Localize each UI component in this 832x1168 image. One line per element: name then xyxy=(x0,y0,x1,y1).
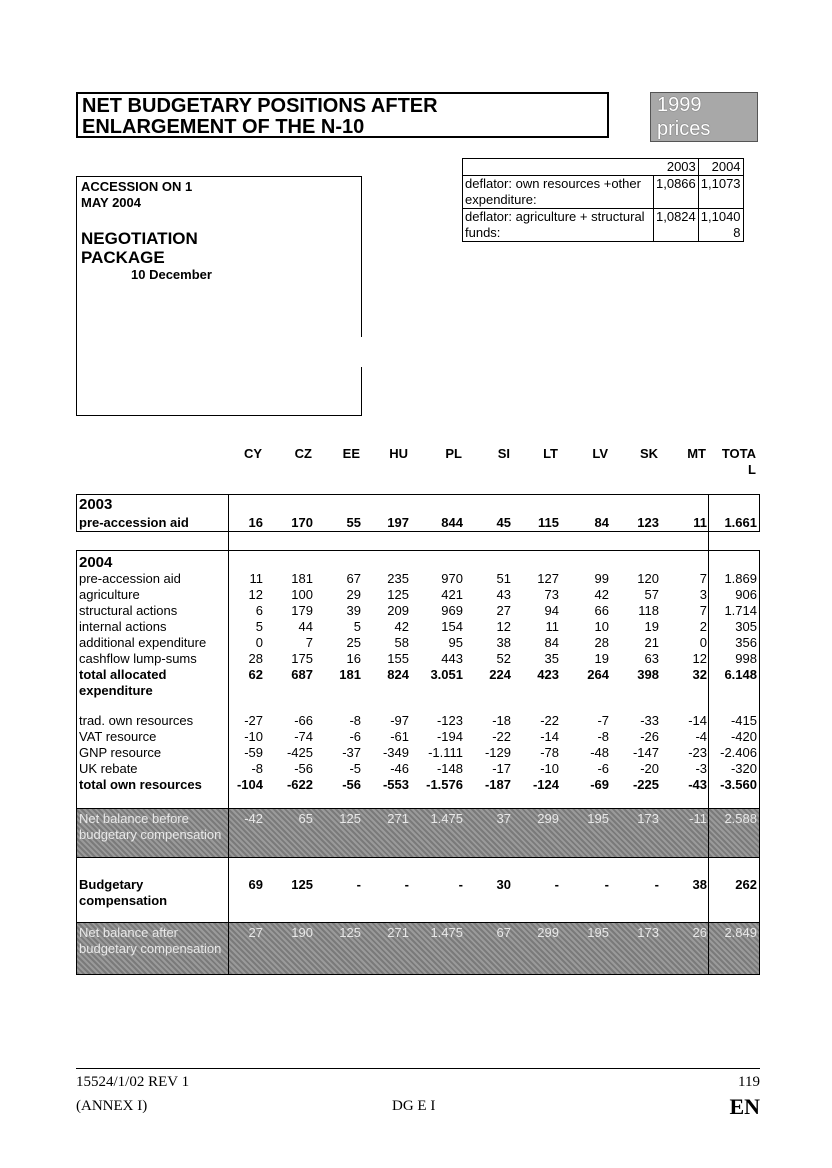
table-row xyxy=(77,713,761,729)
table-cell: -33 xyxy=(640,713,659,728)
table-cell: - xyxy=(604,877,609,892)
table-row xyxy=(77,683,761,699)
table-cell: 120 xyxy=(637,571,659,586)
table-cell: 73 xyxy=(544,587,559,602)
table-cell: -1.576 xyxy=(426,777,463,792)
table-cell: -78 xyxy=(540,745,559,760)
table-cell: 62 xyxy=(248,667,263,682)
accession-line-1: ACCESSION ON 1 xyxy=(81,179,193,194)
table-cell: -69 xyxy=(590,777,609,792)
table-cell: -6 xyxy=(349,729,361,744)
table-cell: 155 xyxy=(387,651,409,666)
table-cell: 1.475 xyxy=(430,811,463,826)
table-cell: -6 xyxy=(597,761,609,776)
table-cell: 356 xyxy=(735,635,757,650)
table-cell: -17 xyxy=(492,761,511,776)
block-2004 xyxy=(76,550,760,975)
net-balance-after-row xyxy=(76,922,760,975)
table-row xyxy=(77,515,761,531)
table-cell: 170 xyxy=(291,515,313,530)
table-cell: 38 xyxy=(692,877,707,892)
row-label: pre-accession aid xyxy=(79,571,181,586)
table-cell: 65 xyxy=(298,811,313,826)
table-cell: -56 xyxy=(342,777,361,792)
table-row xyxy=(77,587,761,603)
table-cell: -18 xyxy=(492,713,511,728)
table-cell: -74 xyxy=(294,729,313,744)
deflator-year-2: 2004 xyxy=(698,159,743,176)
table-cell: -3.560 xyxy=(720,777,757,792)
table-cell: 19 xyxy=(644,619,659,634)
table-cell: 16 xyxy=(248,515,263,530)
table-cell: 84 xyxy=(544,635,559,650)
table-cell: -124 xyxy=(532,777,559,792)
table-cell: 687 xyxy=(291,667,313,682)
table-cell: 25 xyxy=(346,635,361,650)
table-cell: 2.849 xyxy=(724,925,757,940)
date-line: 10 December xyxy=(131,267,212,282)
column-header: LV xyxy=(592,446,608,461)
row-label: structural actions xyxy=(79,603,178,618)
table-row xyxy=(77,603,761,619)
table-cell: 10 xyxy=(594,619,609,634)
table-cell: 264 xyxy=(587,667,609,682)
table-cell: 3.051 xyxy=(430,667,463,682)
footer-language: EN xyxy=(729,1094,760,1119)
table-cell: 1.714 xyxy=(724,603,757,618)
row-label: Budgetary xyxy=(79,877,144,892)
table-cell: 55 xyxy=(346,515,361,530)
table-cell: 94 xyxy=(544,603,559,618)
table-cell: -320 xyxy=(730,761,757,776)
table-cell: 32 xyxy=(692,667,707,682)
table-cell: 42 xyxy=(594,587,609,602)
table-cell: 11 xyxy=(693,515,707,530)
table-cell: 11 xyxy=(545,619,559,634)
separator-left xyxy=(228,494,229,975)
table-cell: -97 xyxy=(390,713,409,728)
table-cell: -26 xyxy=(640,729,659,744)
table-cell: -123 xyxy=(436,713,463,728)
year-2003-label: 2003 xyxy=(79,496,113,513)
table-cell: -187 xyxy=(484,777,511,792)
table-cell: -8 xyxy=(349,713,361,728)
table-cell: -8 xyxy=(597,729,609,744)
column-header: TOTA L xyxy=(721,446,756,477)
table-cell: -5 xyxy=(349,761,361,776)
table-cell: -148 xyxy=(436,761,463,776)
row-label: total allocated xyxy=(79,667,167,682)
table-cell: -23 xyxy=(688,745,707,760)
table-cell: 125 xyxy=(339,925,361,940)
table-cell: -104 xyxy=(236,777,263,792)
table-cell: -129 xyxy=(484,745,511,760)
table-cell: 42 xyxy=(394,619,409,634)
block-2003 xyxy=(76,494,760,532)
table-row xyxy=(77,619,761,635)
table-cell: 969 xyxy=(441,603,463,618)
table-cell: -11 xyxy=(689,811,707,826)
table-cell: 398 xyxy=(637,667,659,682)
package-line: PACKAGE xyxy=(81,248,165,267)
table-cell: -10 xyxy=(244,729,263,744)
column-header: EE xyxy=(342,446,360,461)
table-cell: 67 xyxy=(496,925,511,940)
table-cell: 0 xyxy=(255,635,263,650)
table-cell: 181 xyxy=(339,667,361,682)
table-cell: -425 xyxy=(286,745,313,760)
table-row xyxy=(77,893,761,909)
column-header: HU xyxy=(389,446,408,461)
table-cell: 154 xyxy=(441,619,463,634)
table-cell: 26 xyxy=(692,925,707,940)
table-cell: 115 xyxy=(538,515,559,530)
column-header: LT xyxy=(543,446,558,461)
table-cell: - xyxy=(554,877,559,892)
table-cell: 57 xyxy=(644,587,659,602)
table-cell: -553 xyxy=(382,777,409,792)
table-cell: 30 xyxy=(496,877,511,892)
table-cell: 28 xyxy=(248,651,263,666)
table-cell: 195 xyxy=(587,925,609,940)
table-cell: -1.111 xyxy=(428,745,463,760)
table-cell: 84 xyxy=(594,515,609,530)
table-cell: 2.588 xyxy=(724,811,757,826)
net-balance-before-row xyxy=(76,808,760,858)
table-cell: 443 xyxy=(441,651,463,666)
table-cell: 43 xyxy=(496,587,511,602)
footer-page-number: 119 xyxy=(738,1074,760,1090)
table-row xyxy=(77,667,761,683)
table-cell: -56 xyxy=(294,761,313,776)
table-cell: 7 xyxy=(305,635,313,650)
table-row xyxy=(77,761,761,777)
table-cell: -59 xyxy=(244,745,263,760)
row-label: cashflow lump-sums xyxy=(79,651,197,666)
table-cell: 181 xyxy=(291,571,313,586)
table-cell: -22 xyxy=(492,729,511,744)
table-cell: 66 xyxy=(594,603,609,618)
table-cell: 3 xyxy=(699,587,707,602)
table-cell: 1.869 xyxy=(724,571,757,586)
table-cell: -194 xyxy=(436,729,463,744)
table-cell: 7 xyxy=(699,603,707,618)
table-cell: 7 xyxy=(699,571,707,586)
row-label: expenditure xyxy=(79,683,153,698)
table-cell: -42 xyxy=(244,811,263,826)
table-row xyxy=(77,571,761,587)
table-cell: - xyxy=(458,877,463,892)
table-cell: 998 xyxy=(735,651,757,666)
table-cell: -8 xyxy=(251,761,263,776)
prices-badge xyxy=(650,92,758,142)
table-cell: 125 xyxy=(291,877,313,892)
footer-annex: (ANNEX I) xyxy=(76,1098,148,1114)
table-cell: -20 xyxy=(640,761,659,776)
table-cell: -3 xyxy=(695,761,707,776)
table-cell: 235 xyxy=(387,571,409,586)
table-row xyxy=(77,811,761,857)
table-row xyxy=(77,745,761,761)
table-cell: -61 xyxy=(390,729,409,744)
title-line-2: ENLARGEMENT OF THE N-10 xyxy=(82,116,365,138)
table-cell: - xyxy=(356,877,361,892)
table-cell: 12 xyxy=(248,587,263,602)
table-cell: 305 xyxy=(735,619,757,634)
table-cell: 5 xyxy=(353,619,361,634)
table-cell: 123 xyxy=(637,515,659,530)
table-cell: -48 xyxy=(590,745,609,760)
table-row xyxy=(77,729,761,745)
table-cell: -43 xyxy=(688,777,707,792)
footer-rule xyxy=(76,1068,760,1069)
table-cell: -14 xyxy=(540,729,559,744)
table-cell: 844 xyxy=(441,515,463,530)
table-cell: 190 xyxy=(291,925,313,940)
footer-doc-number: 15524/1/02 REV 1 xyxy=(76,1074,190,1090)
deflator-year-1: 2003 xyxy=(654,159,699,176)
footer-dg: DG E I xyxy=(392,1098,436,1114)
deflator-row1-v1: 1,0866 xyxy=(654,176,699,209)
table-cell: 0 xyxy=(699,635,707,650)
table-cell: 299 xyxy=(537,925,559,940)
block-2003-year xyxy=(77,497,761,513)
table-cell: - xyxy=(404,877,409,892)
column-header: MT xyxy=(687,446,706,461)
table-cell: 27 xyxy=(496,603,511,618)
table-cell: 906 xyxy=(735,587,757,602)
table-cell: 125 xyxy=(387,587,409,602)
table-cell: 45 xyxy=(496,515,511,530)
table-cell: -147 xyxy=(632,745,659,760)
table-cell: -66 xyxy=(294,713,313,728)
table-cell: 271 xyxy=(387,811,409,826)
table-cell: 63 xyxy=(644,651,659,666)
row-label: additional expenditure xyxy=(79,635,207,650)
table-cell: -7 xyxy=(597,713,609,728)
table-cell: 38 xyxy=(496,635,511,650)
table-cell: 224 xyxy=(489,667,511,682)
table-cell: -225 xyxy=(632,777,659,792)
column-header: CY xyxy=(243,446,262,461)
accession-line-2: MAY 2004 xyxy=(81,195,141,210)
row-label: Net balance after budgetary compensation xyxy=(79,925,222,956)
table-cell: -349 xyxy=(382,745,409,760)
row-label: pre-accession aid xyxy=(79,515,189,530)
table-cell: 67 xyxy=(346,571,361,586)
table-cell: 52 xyxy=(496,651,511,666)
deflator-row1-label: deflator: own resources +other expenditure: xyxy=(463,176,654,209)
table-cell: 423 xyxy=(537,667,559,682)
table-cell: 970 xyxy=(441,571,463,586)
table-cell: -2.406 xyxy=(720,745,757,760)
prices-label: prices xyxy=(657,118,711,140)
table-cell: 12 xyxy=(496,619,511,634)
table-cell: -4 xyxy=(695,729,707,744)
row-label: GNP resource xyxy=(79,745,162,760)
table-cell: 173 xyxy=(637,925,659,940)
table-cell: -415 xyxy=(730,713,757,728)
table-cell: -622 xyxy=(286,777,313,792)
column-header: PL xyxy=(445,446,462,461)
table-cell: 16 xyxy=(346,651,361,666)
table-row xyxy=(77,635,761,651)
table-cell: 39 xyxy=(346,603,361,618)
row-label: total own resources xyxy=(79,777,202,792)
table-cell: 125 xyxy=(339,811,361,826)
table-cell: 1.661 xyxy=(724,515,757,530)
table-row xyxy=(77,777,761,793)
row-label: compensation xyxy=(79,893,168,908)
row-label: UK rebate xyxy=(79,761,138,776)
table-cell: -14 xyxy=(688,713,707,728)
table-cell: 179 xyxy=(291,603,313,618)
table-row xyxy=(77,651,761,667)
title-line-1: NET BUDGETARY POSITIONS AFTER xyxy=(82,95,438,117)
table-cell: -37 xyxy=(342,745,361,760)
table-cell: 1.475 xyxy=(430,925,463,940)
table-cell: 195 xyxy=(587,811,609,826)
year-2004-label: 2004 xyxy=(79,554,113,571)
table-cell: 5 xyxy=(255,619,263,634)
table-cell: -22 xyxy=(540,713,559,728)
table-row xyxy=(77,925,761,971)
table-cell: 21 xyxy=(644,635,659,650)
column-header: SI xyxy=(497,446,510,461)
border-gap xyxy=(359,337,363,367)
separator-right xyxy=(708,494,709,975)
row-label: VAT resource xyxy=(79,729,157,744)
row-label: Net balance before budgetary compensation xyxy=(79,811,222,842)
table-cell: 262 xyxy=(735,877,757,892)
deflator-row2-label: deflator: agriculture + structural funds: xyxy=(463,209,654,242)
table-cell: 6.148 xyxy=(724,667,757,682)
table-cell: 27 xyxy=(248,925,263,940)
table-cell: 35 xyxy=(544,651,559,666)
accession-info-box xyxy=(76,176,362,416)
table-cell: 2 xyxy=(699,619,707,634)
table-cell: 175 xyxy=(291,651,313,666)
table-row xyxy=(77,877,761,893)
table-cell: 37 xyxy=(496,811,511,826)
table-cell: 100 xyxy=(291,587,313,602)
table-cell: 209 xyxy=(387,603,409,618)
table-cell: 19 xyxy=(594,651,609,666)
table-cell: 127 xyxy=(537,571,559,586)
table-cell: - xyxy=(654,877,659,892)
table-cell: 299 xyxy=(537,811,559,826)
table-cell: 12 xyxy=(692,651,707,666)
row-label: agriculture xyxy=(79,587,140,602)
table-cell: -46 xyxy=(390,761,409,776)
table-cell: 197 xyxy=(387,515,409,530)
table-cell: 51 xyxy=(496,571,511,586)
deflator-table xyxy=(462,158,744,242)
block-2004-year xyxy=(77,555,761,571)
table-cell: 6 xyxy=(255,603,263,618)
table-cell: -10 xyxy=(540,761,559,776)
table-cell: 58 xyxy=(394,635,409,650)
table-cell: -27 xyxy=(244,713,263,728)
negotiation-line: NEGOTIATION xyxy=(81,229,198,248)
table-cell: 28 xyxy=(594,635,609,650)
table-cell: 118 xyxy=(638,603,659,618)
table-cell: 44 xyxy=(298,619,313,634)
row-label: internal actions xyxy=(79,619,167,634)
table-cell: 29 xyxy=(346,587,361,602)
page-title xyxy=(76,92,609,138)
column-header: CZ xyxy=(294,446,312,461)
row-label: trad. own resources xyxy=(79,713,194,728)
deflator-row2-v1: 1,0824 xyxy=(654,209,699,242)
table-cell: 173 xyxy=(637,811,659,826)
table-cell: 421 xyxy=(441,587,463,602)
table-cell: 824 xyxy=(387,667,409,682)
table-cell: 69 xyxy=(248,877,263,892)
deflator-row1-v2: 1,1073 xyxy=(698,176,743,209)
table-cell: 95 xyxy=(448,635,463,650)
table-cell: 271 xyxy=(387,925,409,940)
table-cell: 11 xyxy=(249,571,263,586)
table-cell: 99 xyxy=(594,571,609,586)
column-header: SK xyxy=(639,446,658,461)
prices-year: 1999 xyxy=(657,94,702,116)
table-cell: -420 xyxy=(730,729,757,744)
deflator-row2-v2: 1,1040 8 xyxy=(698,209,743,242)
